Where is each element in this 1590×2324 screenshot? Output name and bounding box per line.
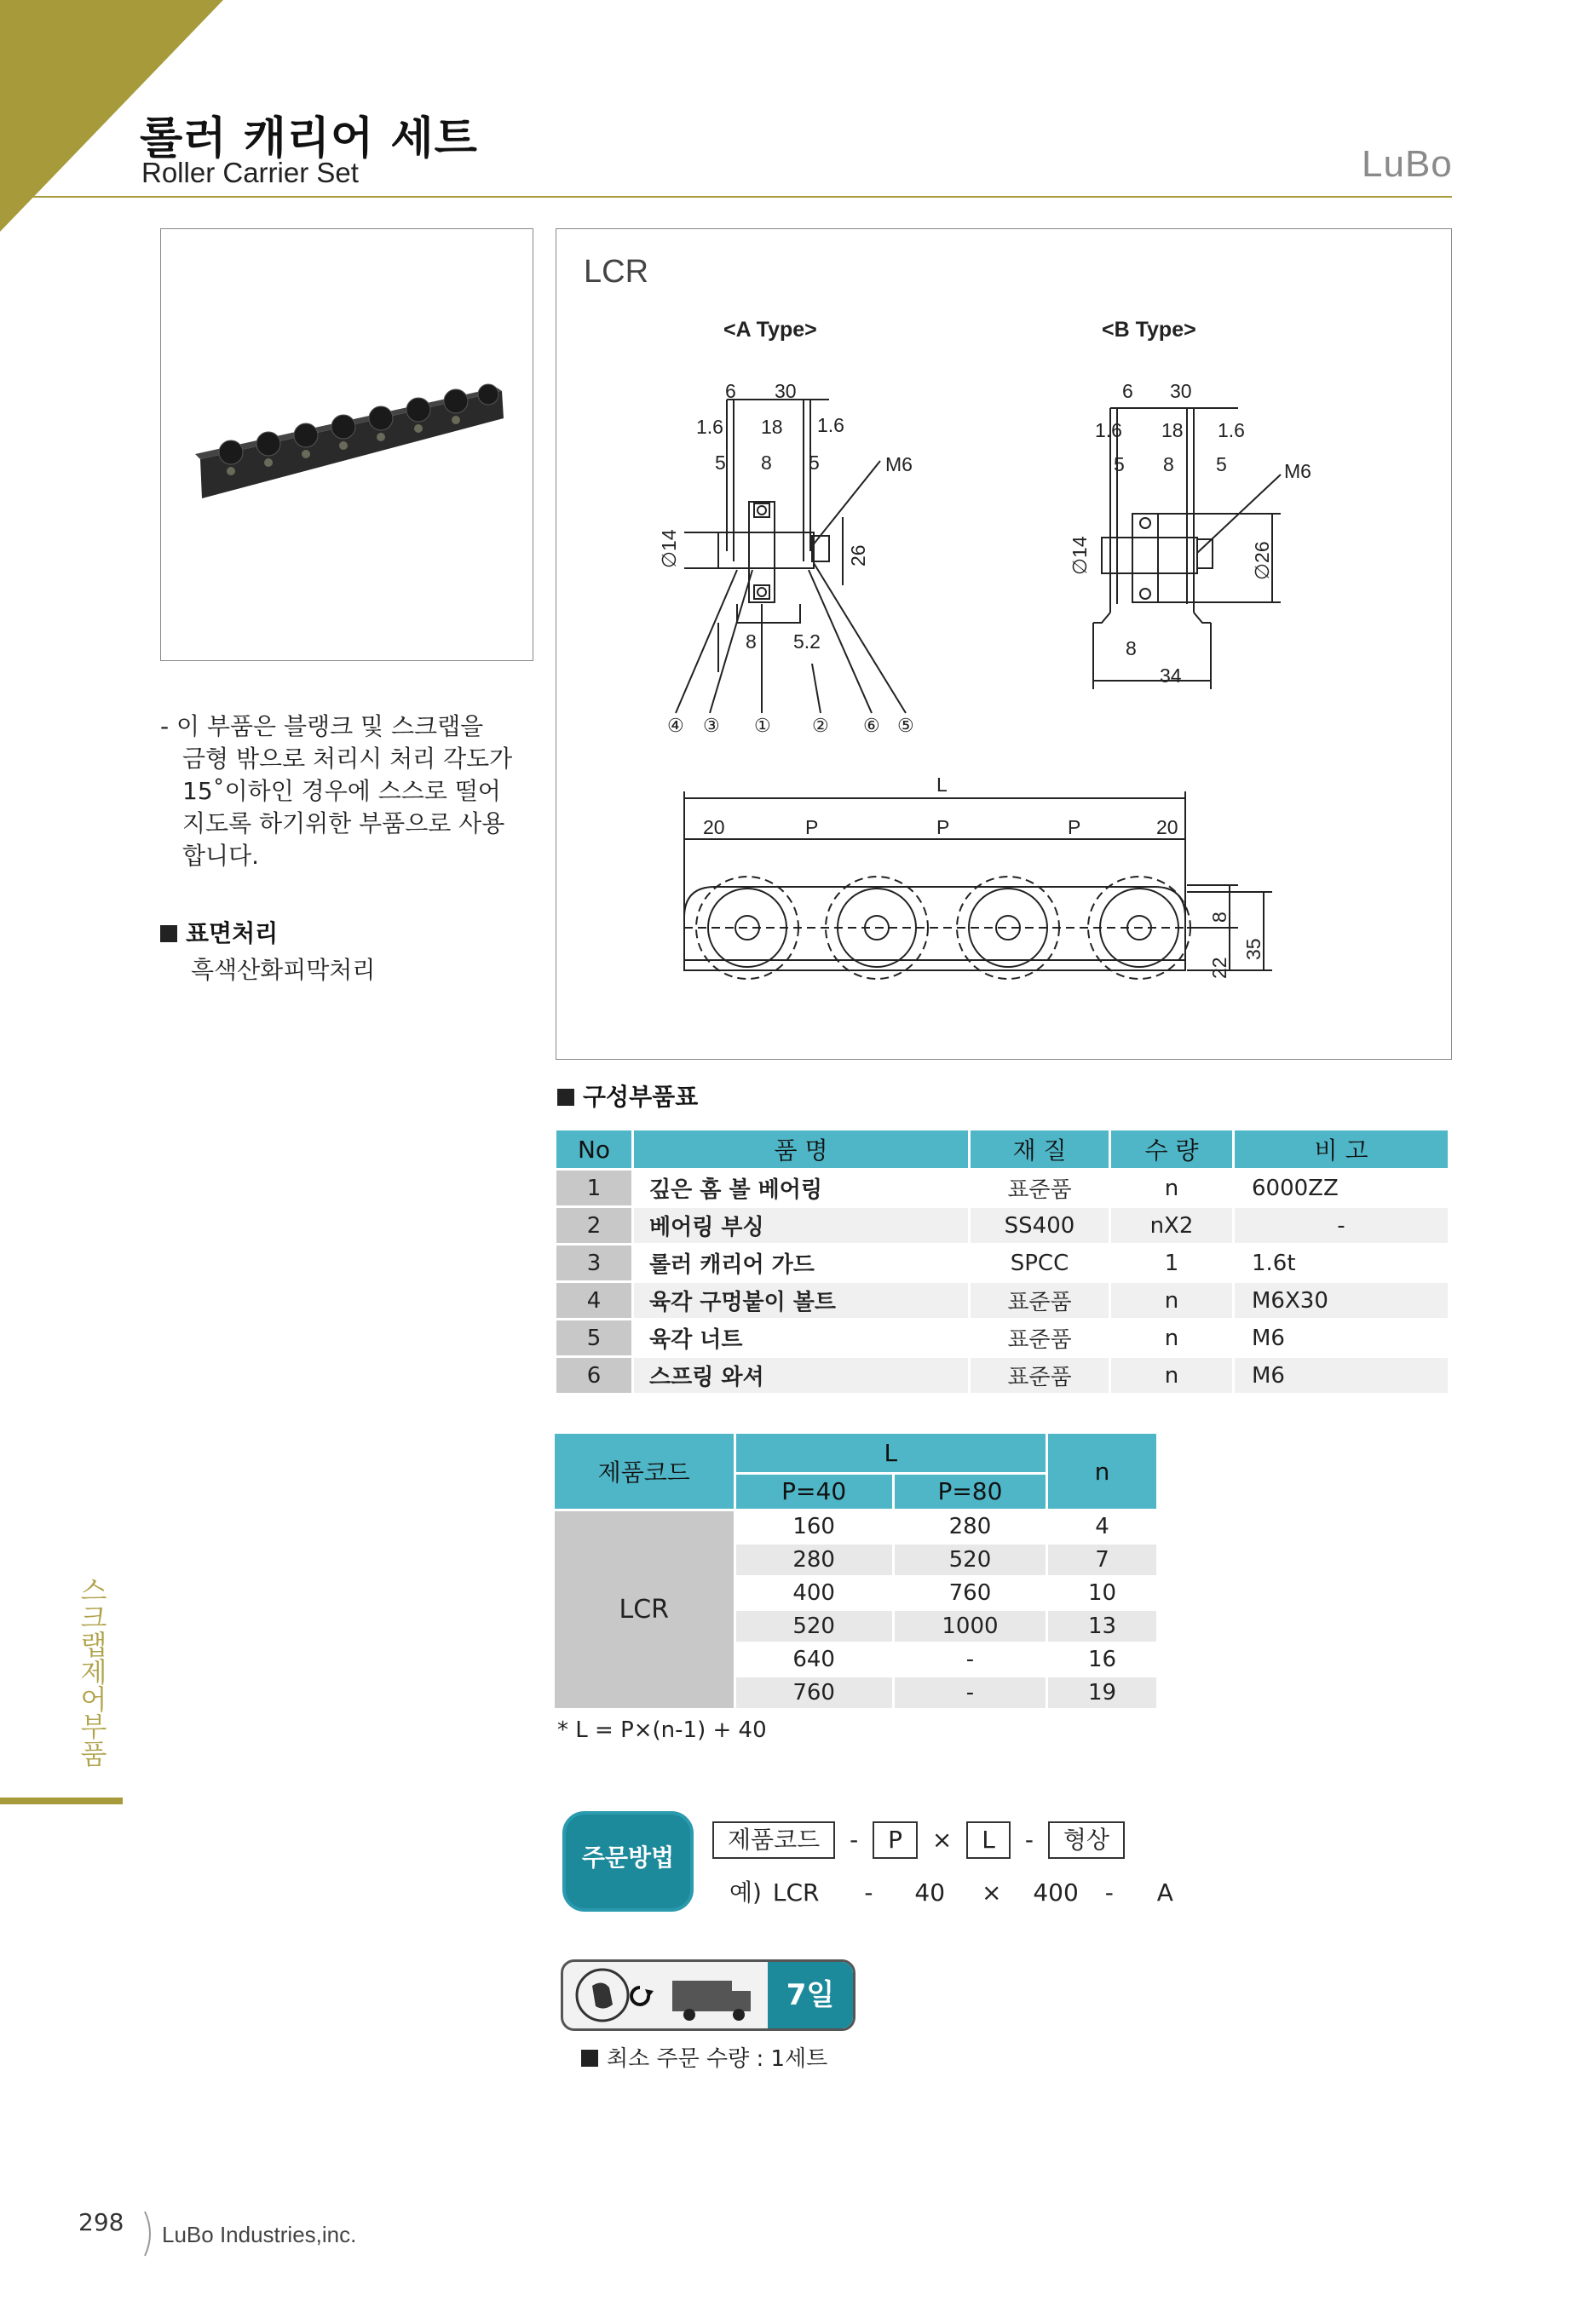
description (160, 710, 512, 872)
roller-carrier-image (161, 229, 533, 660)
a-dim-m6: M6 (885, 453, 913, 475)
table-row: 280 520 7 (555, 1545, 1156, 1575)
table-row: 2 베어링 부싱 SS400 nX2 - (556, 1208, 1448, 1243)
description-line: 15˚이하인 경우에 스스로 떨어 (182, 777, 501, 805)
side-dim-P1: P (805, 816, 819, 838)
technical-drawing (556, 228, 1452, 1060)
side-dim-20a: 20 (703, 816, 725, 838)
company-name: LuBo Industries,inc. (162, 2222, 357, 2247)
a-dim-30: 30 (775, 380, 797, 402)
callout-6: ⑥ (863, 715, 880, 736)
b-type-label: <B Type> (1102, 318, 1196, 342)
description-line: 지도록 하기위한 부품으로 사용 (182, 809, 505, 837)
order-field-l: L (966, 1821, 1011, 1859)
b-dim-5a: 5 (1114, 453, 1125, 475)
b-dim-1-6a: 1.6 (1095, 419, 1122, 441)
side-dim-L: L (936, 774, 948, 796)
page-number: 298 (78, 2208, 124, 2236)
b-dim-8b: 8 (1126, 637, 1137, 659)
table-row: 6 스프링 와셔 표준품 n M6 (556, 1358, 1448, 1393)
page-title: 롤러 캐리어 세트 (140, 113, 478, 164)
b-dim-30: 30 (1170, 380, 1192, 402)
callout-1: ① (754, 715, 771, 736)
b-dim-8: 8 (1163, 453, 1174, 475)
header-rule (32, 196, 1452, 198)
side-tab-label: 스크랩제어부품 (76, 1576, 108, 1767)
parts-heading: 구성부품표 (557, 1079, 698, 1113)
a-dim-phi14: ∅14 (658, 529, 680, 568)
order-field-code: 제품코드 (712, 1821, 835, 1859)
callouts (667, 715, 914, 736)
order-field-shape: 형상 (1048, 1821, 1125, 1859)
side-view-drawing (684, 791, 1272, 979)
code-header: 제품코드 (555, 1434, 734, 1509)
callout-4: ④ (667, 715, 684, 736)
a-dim-5-2: 5.2 (793, 630, 821, 653)
surface-value: 흑색산화피막처리 (191, 956, 376, 984)
a-type-label: <A Type> (723, 318, 817, 342)
square-bullet-icon (160, 925, 177, 942)
table-row: 400 760 10 (792, 1580, 1117, 1606)
length-formula: * L = P×(n-1) + 40 (557, 1717, 767, 1743)
side-dim-22: 22 (1208, 957, 1230, 979)
delivery-days: 7일 (768, 1962, 853, 2028)
drawing-label: LCR (584, 254, 649, 290)
callout-5: ⑤ (897, 715, 914, 736)
delivery-badge (561, 1959, 855, 2031)
p80-header: P=80 (895, 1475, 1046, 1509)
min-order: 최소 주문 수량 : 1세트 (581, 2041, 827, 2073)
footer-divider (143, 2210, 160, 2258)
surface-heading: 표면처리 (160, 915, 278, 949)
page-subtitle: Roller Carrier Set (141, 157, 359, 188)
table-row: 5 육각 너트 표준품 n M6 (556, 1320, 1448, 1355)
l-header: L (736, 1434, 1046, 1472)
b-dim-phi14: ∅14 (1069, 536, 1091, 575)
b-dim-1-6b: 1.6 (1218, 419, 1245, 441)
side-dim-8: 8 (1208, 912, 1230, 923)
description-line: 금형 밖으로 처리시 처리 각도가 (182, 745, 513, 773)
a-dim-8: 8 (761, 452, 772, 474)
side-dim-20b: 20 (1156, 816, 1178, 838)
parts-col-qty: 수 량 (1111, 1130, 1232, 1168)
side-dim-P3: P (1068, 816, 1081, 838)
table-row: LCR 160 280 4 (555, 1511, 1156, 1542)
order-example: 예) LCR - 40 × 400 - A (729, 1878, 1173, 1907)
b-dim-6: 6 (1122, 380, 1133, 402)
table-row: 3 롤러 캐리어 가드 SPCC 1 1.6t (556, 1245, 1448, 1280)
a-dim-6: 6 (725, 380, 736, 402)
a-dim-18: 18 (761, 416, 783, 438)
parts-col-note: 비 고 (1235, 1130, 1448, 1168)
b-dim-phi26: ∅26 (1251, 541, 1273, 580)
parts-col-material: 재 질 (971, 1130, 1109, 1168)
callout-2: ② (812, 715, 829, 736)
phone-truck-icon (563, 1962, 771, 2028)
parts-col-name: 품 명 (634, 1130, 968, 1168)
table-row: 1 깊은 홈 볼 베어링 표준품 n 6000ZZ (556, 1171, 1448, 1205)
table-row: 640 - 16 (792, 1647, 1117, 1672)
a-dim-1-6a: 1.6 (696, 416, 723, 438)
a-dim-5a: 5 (715, 452, 726, 474)
side-tab-bar (0, 1798, 123, 1804)
callout-3: ③ (703, 715, 720, 736)
order-field-p: P (873, 1821, 918, 1859)
side-dim-35: 35 (1242, 938, 1265, 960)
description-line: 합니다. (182, 842, 260, 870)
a-dim-8b: 8 (746, 630, 757, 653)
table-row: 4 육각 구멍붙이 볼트 표준품 n M6X30 (556, 1283, 1448, 1318)
product-code-table (552, 1431, 1159, 1711)
drawing-svg (556, 229, 1451, 1059)
code-cell: LCR (555, 1511, 734, 1708)
parts-table (554, 1128, 1450, 1395)
a-dim-5b: 5 (809, 452, 820, 474)
square-bullet-icon (581, 2050, 598, 2067)
table-row: 520 1000 13 (555, 1611, 1156, 1642)
b-dim-m6: M6 (1284, 460, 1311, 482)
side-dim-P2: P (936, 816, 950, 838)
b-dim-34: 34 (1160, 664, 1182, 687)
parts-col-no: No (556, 1130, 631, 1168)
product-photo (160, 228, 533, 661)
b-dim-18: 18 (1161, 419, 1184, 441)
table-row: 760 - 19 (555, 1677, 1156, 1708)
a-dim-1-6b: 1.6 (817, 414, 844, 436)
square-bullet-icon (557, 1089, 574, 1106)
n-header: n (1048, 1434, 1156, 1509)
a-dim-26: 26 (847, 544, 869, 567)
b-dim-5b: 5 (1216, 453, 1227, 475)
p40-header: P=40 (736, 1475, 892, 1509)
description-line: - 이 부품은 블랭크 및 스크랩을 (160, 712, 484, 740)
a-type-drawing (676, 229, 1034, 713)
order-method-badge: 주문방법 (562, 1811, 694, 1912)
order-format: 제품코드 - P × L - 형상 (712, 1821, 1125, 1859)
brand-logo: LuBo (1362, 143, 1453, 185)
